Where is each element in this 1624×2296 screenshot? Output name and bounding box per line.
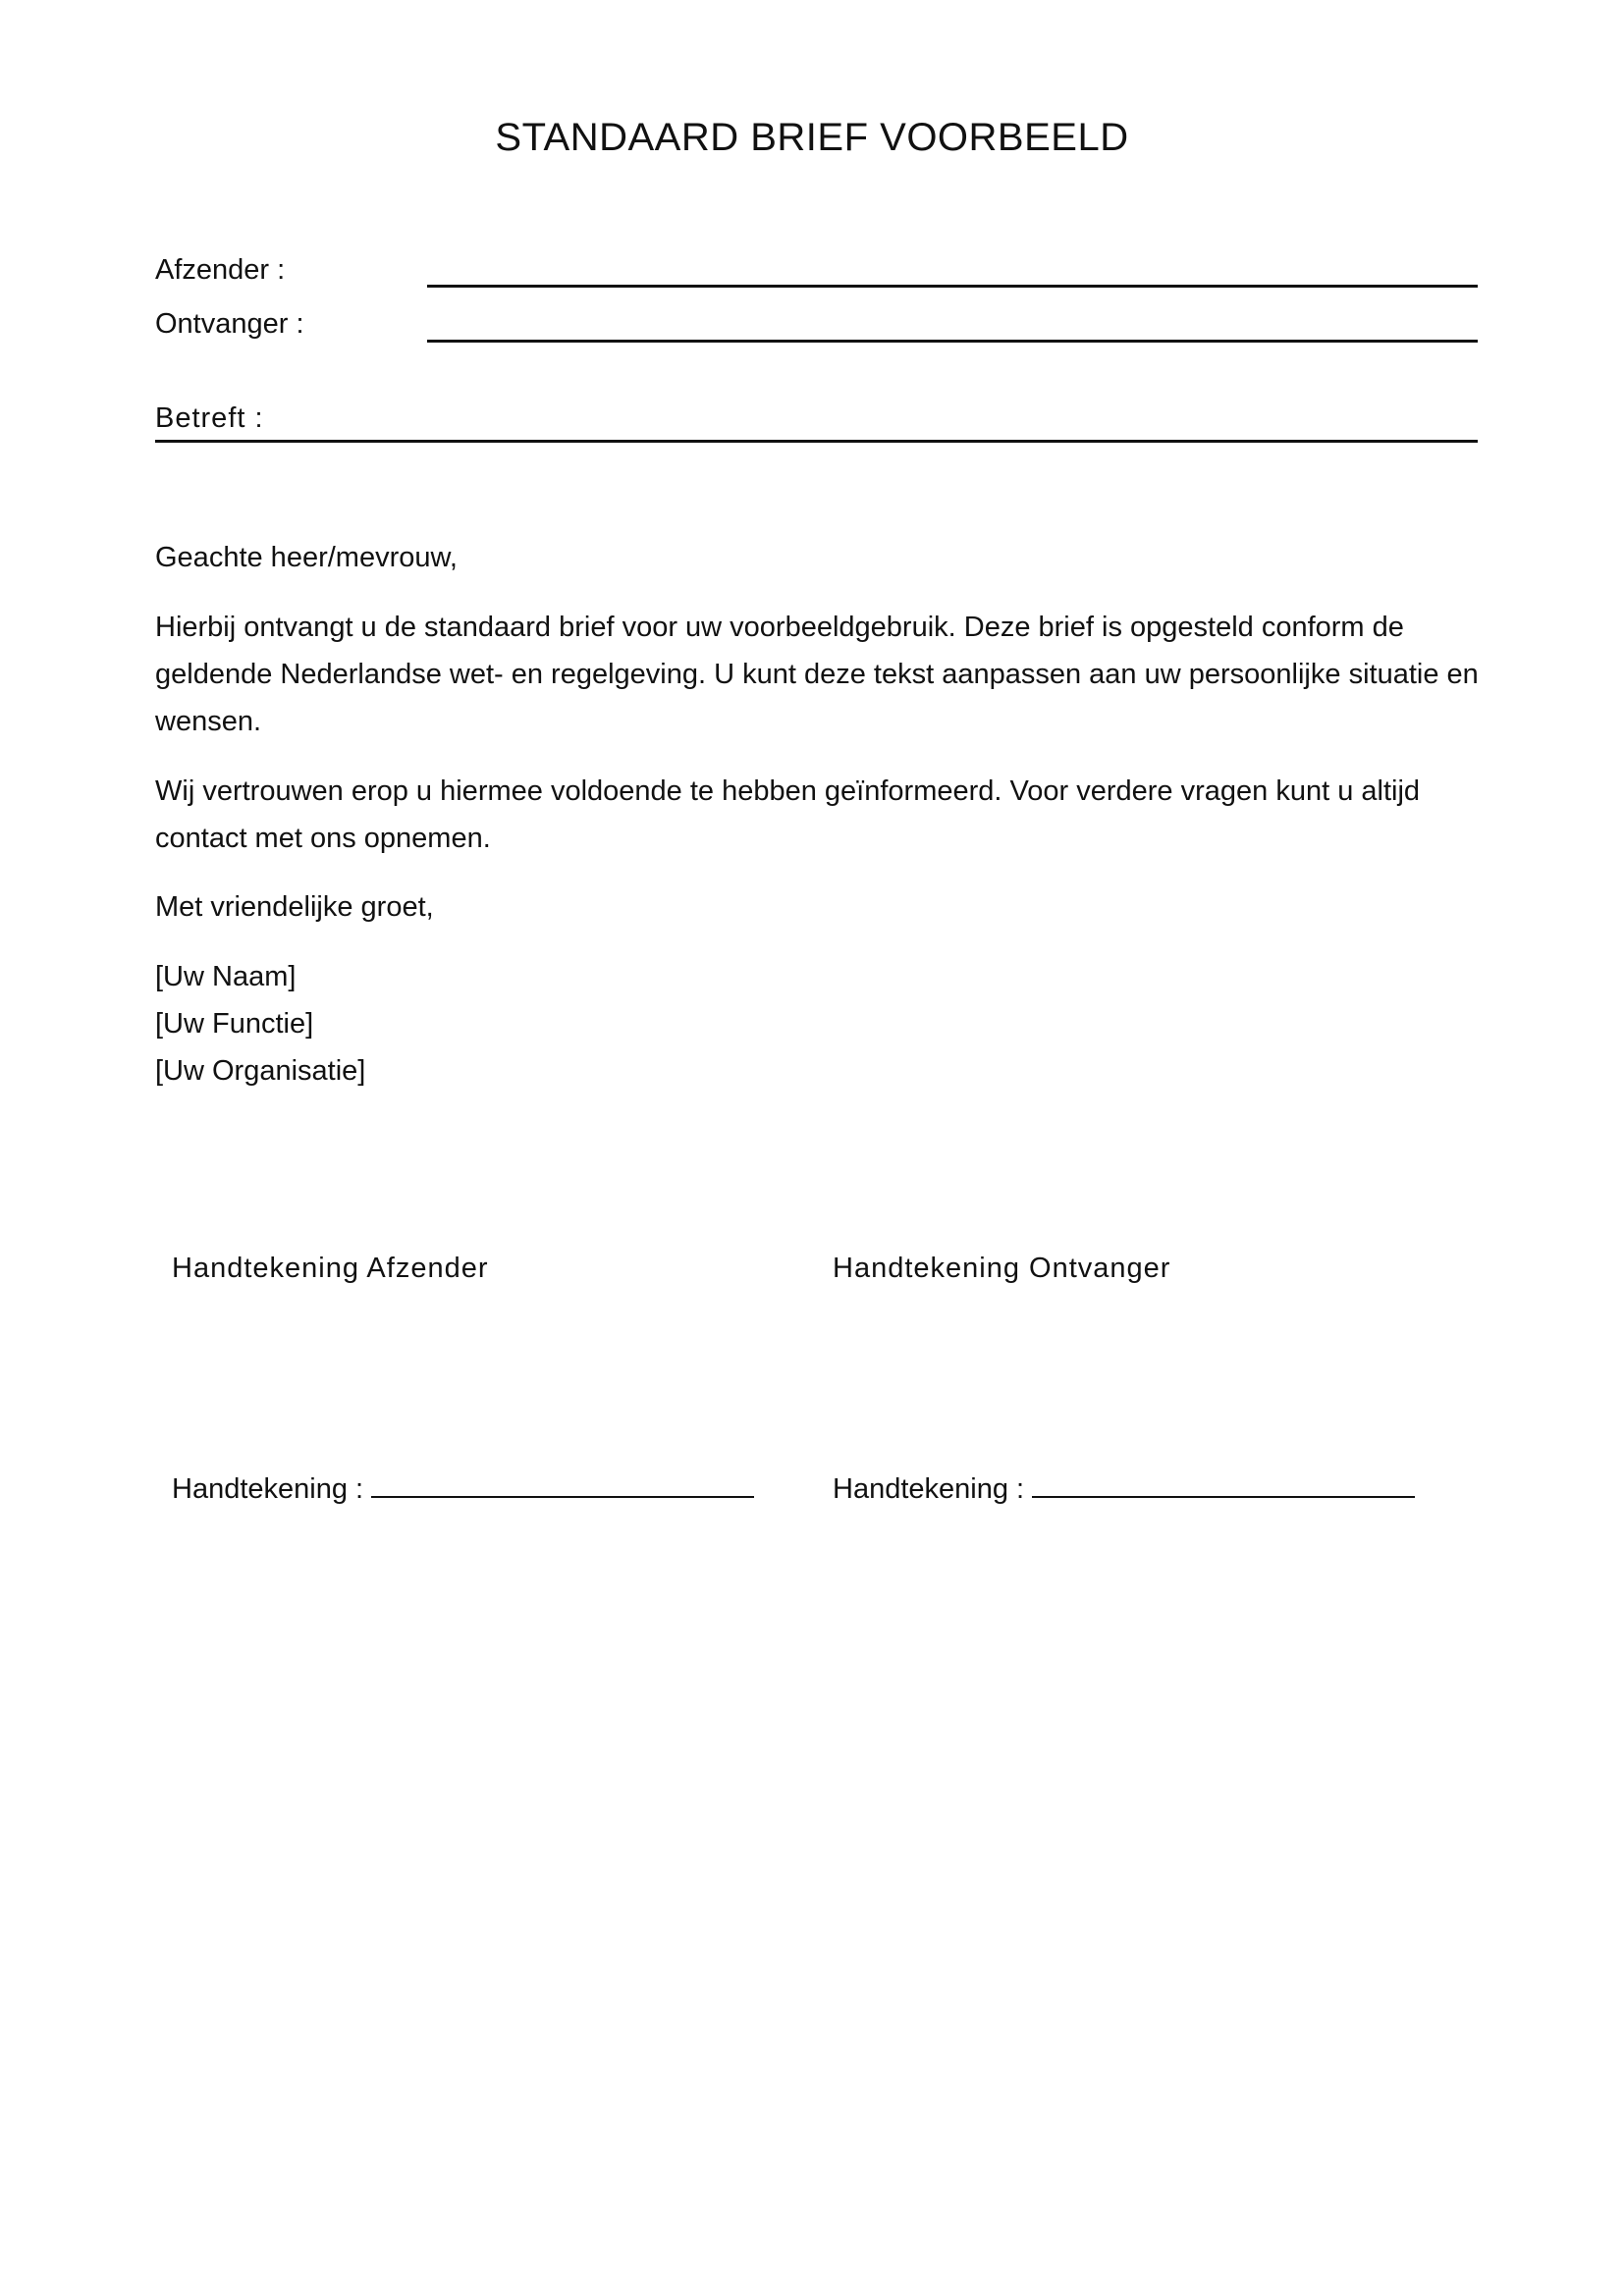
subject-label: Betreft :: [155, 402, 264, 434]
recipient-signature-heading: Handtekening Ontvanger: [833, 1253, 1171, 1284]
function-placeholder: [Uw Functie]: [155, 1008, 314, 1040]
sender-field-line[interactable]: [427, 285, 1478, 288]
recipient-signature-label: Handtekening :: [833, 1473, 1025, 1505]
page-title: STANDAARD BRIEF VOORBEELD: [495, 116, 1129, 159]
sender-signature-label: Handtekening :: [172, 1473, 364, 1505]
recipient-signature-rule[interactable]: [1032, 1472, 1415, 1498]
sender-signature-rule[interactable]: [371, 1472, 754, 1498]
salutation: Geachte heer/mevrouw,: [155, 542, 458, 573]
sender-signature-line: [172, 1472, 754, 1506]
recipient-signature-line: [833, 1472, 1415, 1506]
recipient-field-line[interactable]: [427, 340, 1478, 343]
subject-field-line[interactable]: [155, 440, 1478, 443]
sender-label: Afzender :: [155, 254, 286, 286]
body-paragraph-1: Hierbij ontvangt u de standaard brief voor uw voorbeeldgebruik. Deze brief is opgesteld conform de geldende Nederlandse wet- en regelgeving. U kunt deze tekst aanpassen aan uw persoonlijke situatie en wensen.: [155, 612, 1479, 737]
organisation-placeholder: [Uw Organisatie]: [155, 1055, 366, 1087]
recipient-label: Ontvanger :: [155, 308, 304, 340]
sender-signature-heading: Handtekening Afzender: [172, 1253, 489, 1284]
closing: Met vriendelijke groet,: [155, 891, 434, 923]
body-paragraph-2: Wij vertrouwen erop u hiermee voldoende te hebben geïnformeerd. Voor verdere vragen kunt u altijd contact met ons opnemen.: [155, 775, 1421, 854]
name-placeholder: [Uw Naam]: [155, 961, 297, 992]
